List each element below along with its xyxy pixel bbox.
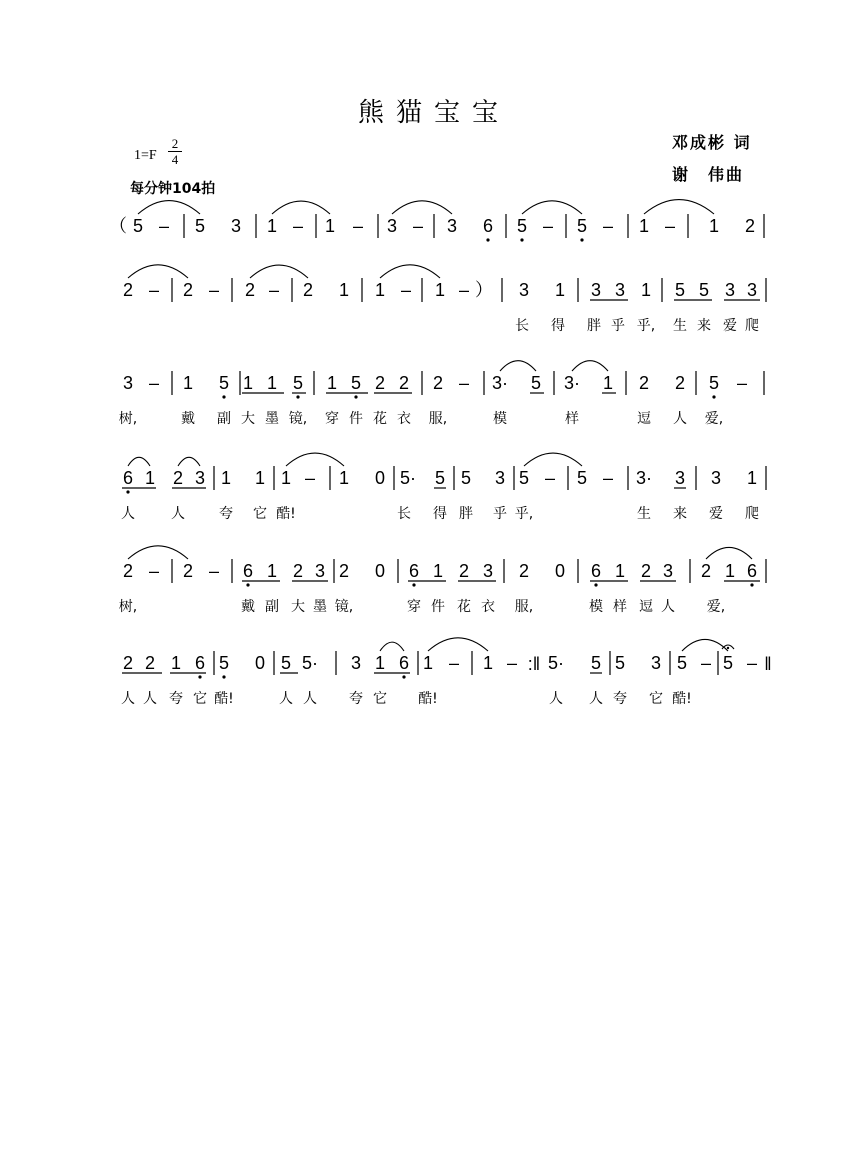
note: 0 [374, 561, 386, 581]
lyric-syllable: 爱 [709, 506, 723, 522]
lyric-syllable: 服, [428, 411, 448, 427]
note: 1 [266, 216, 278, 236]
lyric-syllable: 人 [143, 691, 157, 707]
note: 3· [563, 373, 581, 393]
note: 3 [350, 653, 362, 673]
note: 5 [350, 373, 362, 393]
note: 5 [708, 373, 720, 393]
composer-credit: 谢 伟曲 [672, 165, 745, 184]
low-octave-dot [222, 395, 225, 398]
low-octave-dot [486, 238, 489, 241]
slur [644, 200, 714, 214]
note: 5· [547, 653, 565, 673]
score-line [121, 453, 766, 522]
note: 2 [338, 561, 350, 581]
lyric-syllable: 穿 [407, 599, 421, 615]
note: 5 [292, 373, 304, 393]
slur [128, 265, 188, 278]
lyric-syllable: 夸 [169, 691, 183, 707]
note: 3 [746, 280, 758, 300]
slur [392, 201, 452, 214]
key-signature: 1=F [134, 148, 157, 163]
note: 1 [326, 373, 338, 393]
tempo-marking: 每分钟104拍 [130, 181, 216, 197]
note: 3 [662, 561, 674, 581]
note: 1 [374, 280, 386, 300]
note: 5 [518, 468, 530, 488]
low-octave-dot [412, 583, 415, 586]
note: 3 [614, 280, 626, 300]
lyric-syllable: 人 [661, 599, 675, 615]
note: 5 [576, 216, 588, 236]
lyric-syllable: 大 [241, 411, 255, 427]
note: 1 [338, 280, 350, 300]
note: 5· [301, 653, 319, 673]
slur [572, 361, 608, 371]
low-octave-dot [594, 583, 597, 586]
note: 2 [640, 561, 652, 581]
note: 1 [434, 280, 446, 300]
note: 1 [432, 561, 444, 581]
slur [706, 547, 752, 559]
note: 5· [399, 468, 417, 488]
note: – [458, 280, 470, 300]
lyric-syllable: 它 [649, 691, 663, 707]
note: – [292, 216, 304, 236]
low-octave-dot [750, 583, 753, 586]
lyric-syllable: 镜, [288, 411, 308, 427]
song-title: 熊猫宝宝 [357, 98, 510, 128]
lyric-syllable: 墨 [313, 599, 327, 615]
note: 1 [708, 216, 720, 236]
lyric-syllable: 生 [637, 506, 651, 522]
lyric-syllable: 得 [433, 506, 447, 522]
lyric-syllable: 件 [349, 411, 363, 427]
note: ） [475, 280, 493, 300]
note: 2 [674, 373, 686, 393]
note: 3 [650, 653, 662, 673]
lyric-syllable: 件 [431, 599, 445, 615]
note: 5 [280, 653, 292, 673]
note: – [352, 216, 364, 236]
lyric-syllable: 胖 [459, 506, 473, 522]
time-signature-top: 2 [171, 136, 179, 151]
lyric-syllable: 乎 [611, 318, 625, 334]
note: – [208, 280, 220, 300]
note: – [736, 373, 748, 393]
note: 3 [230, 216, 242, 236]
note: 1 [374, 653, 386, 673]
note: 1 [280, 468, 292, 488]
note: 6 [746, 561, 758, 581]
note: 1 [640, 280, 652, 300]
note: – [448, 653, 460, 673]
note: 3 [518, 280, 530, 300]
note: 3 [710, 468, 722, 488]
note: – [700, 653, 712, 673]
note: 0 [374, 468, 386, 488]
note: 2 [744, 216, 756, 236]
note: 3· [635, 468, 653, 488]
note: 5 [218, 653, 230, 673]
lyric-syllable: 来 [673, 506, 687, 522]
lyric-syllable: 人 [549, 691, 563, 707]
note: 1 [144, 468, 156, 488]
lyric-syllable: 爱, [706, 599, 726, 615]
note: 3· [491, 373, 509, 393]
lyric-syllable: 酷! [418, 691, 438, 707]
lyric-syllable: 生 [673, 318, 687, 334]
lyric-syllable: 服, [514, 599, 534, 615]
low-octave-dot [520, 238, 523, 241]
note: – [544, 468, 556, 488]
note: 2 [182, 561, 194, 581]
lyric-syllable: 衣 [481, 599, 495, 615]
note: 5 [576, 468, 588, 488]
note: 6 [122, 468, 134, 488]
note: 3 [194, 468, 206, 488]
lyric-syllable: 长 [515, 318, 529, 334]
note: 2 [458, 561, 470, 581]
lyric-syllable: 人 [121, 506, 135, 522]
slur [272, 201, 330, 214]
lyric-syllable: 样 [613, 599, 627, 615]
lyric-syllable: 墨 [265, 411, 279, 427]
low-octave-dot [354, 395, 357, 398]
slur [138, 201, 200, 214]
note: 2 [302, 280, 314, 300]
lyric-syllable: 穿 [325, 411, 339, 427]
note: 0 [254, 653, 266, 673]
note: 6 [398, 653, 410, 673]
note: – [148, 373, 160, 393]
time-signature-bottom: 4 [168, 151, 182, 167]
note: 6 [590, 561, 602, 581]
lyric-syllable: 它 [253, 506, 267, 522]
lyric-syllable: 镜, [334, 599, 354, 615]
note: （ [109, 216, 127, 236]
note: 5 [722, 653, 734, 673]
note: 1 [266, 373, 278, 393]
note: 5 [698, 280, 710, 300]
note: 2 [172, 468, 184, 488]
low-octave-dot [402, 675, 405, 678]
slur [500, 361, 536, 371]
note: 1 [422, 653, 434, 673]
lyric-syllable: 爱, [704, 411, 724, 427]
lyric-syllable: 来 [697, 318, 711, 334]
lyric-syllable: 胖 [587, 318, 601, 334]
note: 2 [244, 280, 256, 300]
note: 1 [220, 468, 232, 488]
note: 5 [614, 653, 626, 673]
note: – [304, 468, 316, 488]
note: 1 [242, 373, 254, 393]
note: 2 [638, 373, 650, 393]
lyric-syllable: 夸 [613, 691, 627, 707]
note: – [506, 653, 518, 673]
low-octave-dot [246, 583, 249, 586]
note: 3 [724, 280, 736, 300]
note: 3 [122, 373, 134, 393]
note: – [602, 468, 614, 488]
lyric-syllable: 它 [373, 691, 387, 707]
note: – [602, 216, 614, 236]
lyric-syllable: 副 [217, 411, 231, 427]
note: 2 [700, 561, 712, 581]
lyric-syllable: 树, [118, 411, 138, 427]
lyric-syllable: 样 [565, 411, 579, 427]
note: 5 [194, 216, 206, 236]
note: 6 [482, 216, 494, 236]
note: 0 [554, 561, 566, 581]
note: – [412, 216, 424, 236]
repeat-barline: :‖ [527, 654, 541, 674]
lyric-syllable: 人 [589, 691, 603, 707]
note: 2 [144, 653, 156, 673]
note: 1 [638, 216, 650, 236]
note: 5 [218, 373, 230, 393]
note: 5 [590, 653, 602, 673]
note: 5 [530, 373, 542, 393]
note: 2 [122, 280, 134, 300]
lyricist-credit: 邓成彬 词 [672, 133, 752, 152]
lyric-syllable: 逗 [637, 411, 651, 427]
lyric-syllable: 爬 [745, 506, 759, 522]
note: – [158, 216, 170, 236]
note: 1 [182, 373, 194, 393]
lyric-syllable: 长 [397, 506, 411, 522]
note: 2 [374, 373, 386, 393]
note: 1 [266, 561, 278, 581]
lyric-syllable: 酷! [672, 691, 692, 707]
note: 3 [674, 468, 686, 488]
note: 1 [554, 280, 566, 300]
note: 2 [122, 653, 134, 673]
note: 1 [482, 653, 494, 673]
lyric-syllable: 得 [551, 318, 565, 334]
score-line [109, 200, 764, 242]
note: 3 [314, 561, 326, 581]
lyric-syllable: 夸 [349, 691, 363, 707]
lyric-syllable: 模 [493, 411, 507, 427]
note: 3 [590, 280, 602, 300]
note: 3 [386, 216, 398, 236]
note: – [148, 561, 160, 581]
low-octave-dot [198, 675, 201, 678]
note: 6 [242, 561, 254, 581]
lyric-syllable: 乎 [493, 506, 507, 522]
lyric-syllable: 乎, [636, 318, 656, 334]
note: 1 [724, 561, 736, 581]
lyric-syllable: 戴 [181, 411, 195, 427]
note: 1 [746, 468, 758, 488]
note: 3 [446, 216, 458, 236]
low-octave-dot [580, 238, 583, 241]
lyric-syllable: 酷! [276, 506, 296, 522]
lyric-syllable: 夸 [219, 506, 233, 522]
low-octave-dot [222, 675, 225, 678]
low-octave-dot [296, 395, 299, 398]
note: 6 [408, 561, 420, 581]
note: – [268, 280, 280, 300]
note: – [400, 280, 412, 300]
lyric-syllable: 逗 [639, 599, 653, 615]
lyric-syllable: 酷! [214, 691, 234, 707]
lyric-syllable: 人 [673, 411, 687, 427]
note: 1 [324, 216, 336, 236]
note: 5 [516, 216, 528, 236]
lyric-syllable: 人 [303, 691, 317, 707]
score-line [123, 265, 766, 334]
note: 5 [132, 216, 144, 236]
note: 5 [460, 468, 472, 488]
slur [522, 201, 582, 214]
note: 1 [614, 561, 626, 581]
lyric-syllable: 衣 [397, 411, 411, 427]
slur [380, 642, 404, 651]
low-octave-dot [126, 490, 129, 493]
lyric-syllable: 花 [457, 599, 471, 615]
note: 1 [338, 468, 350, 488]
lyric-syllable: 戴 [241, 599, 255, 615]
note: 1 [602, 373, 614, 393]
note: 1 [170, 653, 182, 673]
slur [250, 265, 308, 278]
repeat-barline: ‖ [764, 654, 772, 674]
note: 3 [482, 561, 494, 581]
note: 1 [254, 468, 266, 488]
note: 2 [182, 280, 194, 300]
note: – [664, 216, 676, 236]
slur [524, 453, 582, 466]
lyric-syllable: 花 [373, 411, 387, 427]
lyric-syllable: 它 [193, 691, 207, 707]
slur [286, 453, 344, 466]
note: – [542, 216, 554, 236]
slur [128, 457, 150, 466]
slur [380, 265, 440, 278]
note: 5 [674, 280, 686, 300]
lyric-syllable: 人 [121, 691, 135, 707]
slur [682, 639, 728, 651]
lyric-syllable: 模 [589, 599, 603, 615]
note: – [458, 373, 470, 393]
score-line [121, 638, 772, 707]
slur [128, 546, 188, 559]
note: 2 [432, 373, 444, 393]
lyric-syllable: 爱 [723, 318, 737, 334]
note: 2 [292, 561, 304, 581]
fermata-dot [727, 647, 729, 649]
note: 5 [676, 653, 688, 673]
lyric-syllable: 副 [265, 599, 279, 615]
lyric-syllable: 爬 [745, 318, 759, 334]
note: 6 [194, 653, 206, 673]
score-line [119, 546, 766, 615]
note: 2 [518, 561, 530, 581]
lyric-syllable: 乎, [514, 506, 534, 522]
lyric-syllable: 人 [279, 691, 293, 707]
slur [428, 638, 488, 651]
note: – [208, 561, 220, 581]
lyric-syllable: 大 [291, 599, 305, 615]
note: 3 [494, 468, 506, 488]
note: – [746, 653, 758, 673]
note: – [148, 280, 160, 300]
score-line [119, 361, 764, 427]
note: 2 [398, 373, 410, 393]
low-octave-dot [712, 395, 715, 398]
lyric-syllable: 人 [171, 506, 185, 522]
note: 2 [122, 561, 134, 581]
lyric-syllable: 树, [118, 599, 138, 615]
note: 5 [434, 468, 446, 488]
slur [178, 457, 200, 466]
